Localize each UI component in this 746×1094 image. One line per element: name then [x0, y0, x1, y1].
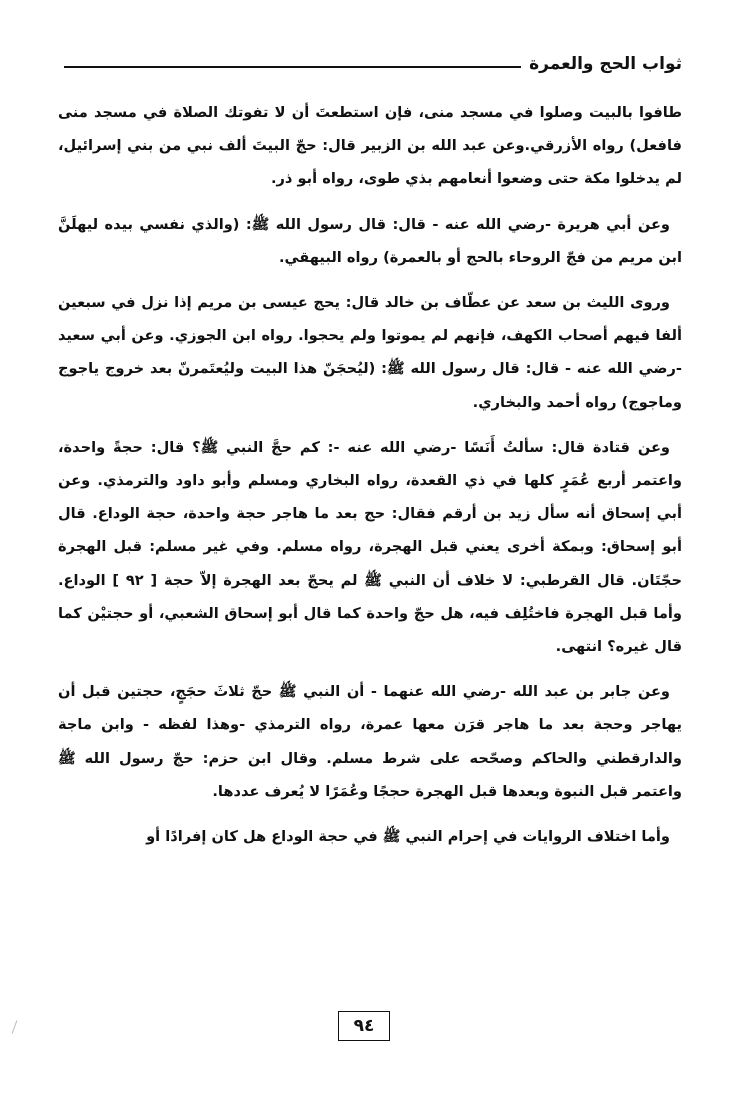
header-title: ثواب الحج والعمرة: [529, 54, 682, 74]
paragraph: وعن قتادة قال: سألتُ أَنَسًا -رضي الله عنه -: كم حجَّ النبي ﷺ؟ قال: حجةً واحدة، واعتمر أربع عُمَرٍ كلها في ذي القعدة، رواه البخاري ومسلم وأبو داود والترمذي. وعن أبي إسحاق أنه سأل زيد بن أرقم فقال: حج بعد ما هاجر حجة واحدة، حجة الوداع. قال أبو إسحاق: وبمكة أخرى يعني قبل الهجرة، رواه مسلم. وفي غير مسلم: قبل الهجرة حجّتَان. قال القرطبي: لا خلاف أن النبي ﷺ لم يحجّ بعد الهجرة إلاّ حجة [ ٩٢ ] الوداع. وأما قبل الهجرة فاختُلِف فيه، هل حجّ واحدة كما قال أبو إسحاق الشعبي، أو حجتيْن كما قال غيره؟ انتهى.: [58, 438, 682, 656]
header-rule: [64, 66, 521, 68]
paragraph: وعن أبي هريرة -رضي الله عنه - قال: قال رسول الله ﷺ: (والذي نفسي بيده ليهلَنَّ ابن مريم من فجّ الروحاء بالحج أو بالعمرة) رواه البيهقي.: [58, 215, 682, 266]
paragraph: وعن جابر بن عبد الله -رضي الله عنهما - أن النبي ﷺ حجّ ثلاثَ حجَجٍ، حجتين قبل أن يهاجر وحجة بعد ما هاجر قرَن معها عمرة، رواه الترمذي -وهذا لفظه - وابن ماجة والدارقطني والحاكم وصحّحه على شرط مسلم. وقال ابن حزم: حجّ رسول الله ﷺ واعتمر قبل النبوة وبعدها قبل الهجرة حججًا وعُمَرًا لا يُعرف عددها.: [58, 683, 682, 800]
paragraph: وأما اختلاف الروايات في إحرام النبي ﷺ في حجة الوداع هل كان إفرادًا أو: [146, 828, 670, 846]
paragraph: طافوا بالبيت وصلوا في مسجد منى، فإن استطعتَ أن لا تفوتك الصلاة في مسجد منى فافعل) رواه الأزرقي.وعن عبد الله بن الزبير قال: حجّ البيتَ ألف نبي من بني إسرائيل، لم يدخلوا مكة حتى وضعوا أنعامهم بذي طوى، رواه أبو ذر.: [58, 104, 682, 188]
scan-edge-mark: [12, 1020, 18, 1033]
page-number: ٩٤: [338, 1011, 390, 1041]
running-header: [64, 50, 682, 78]
body-text: [58, 96, 682, 865]
paragraph: وروى الليث بن سعد عن عطّاف بن خالد قال: يحج عيسى بن مريم إذا نزل في سبعين ألفا فيهم أصحاب الكهف، فإنهم لم يموتوا ولم يحجوا. رواه ابن الجوزي. وعن أبي سعيد -رضي الله عنه - قال: قال رسول الله ﷺ: (ليُحجَنّ هذا البيت وليُعتَمرنّ بعد خروج ياجوج وماجوج) رواه أحمد والبخاري.: [58, 294, 682, 411]
